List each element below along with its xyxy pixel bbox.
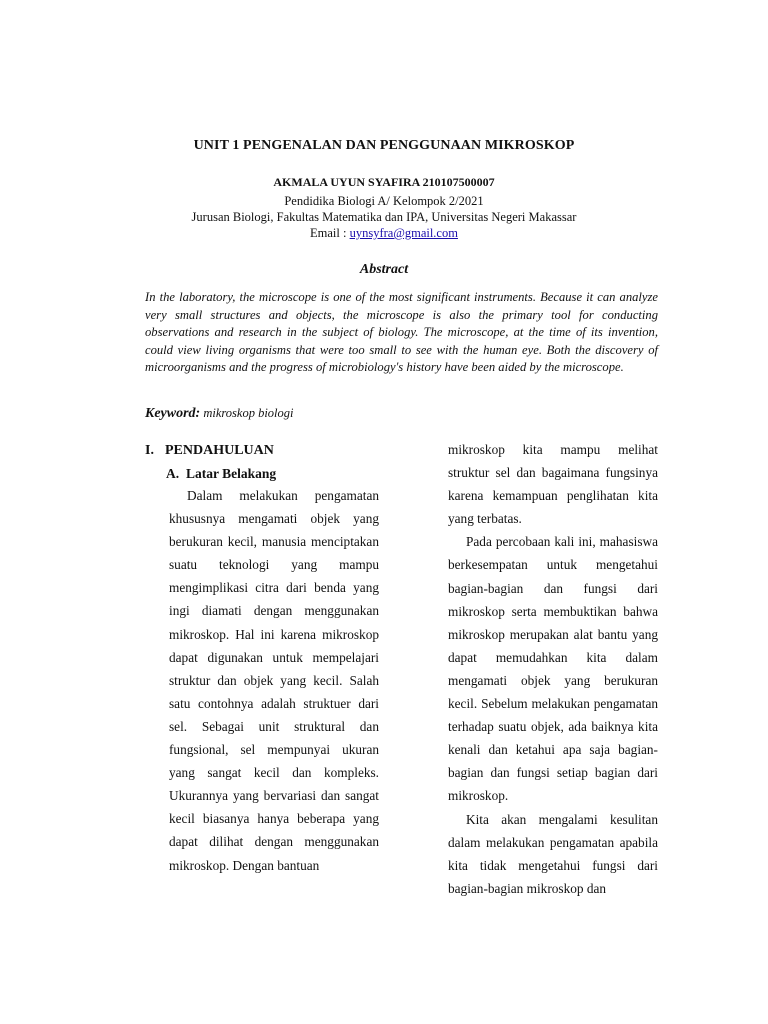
keywords-line [145, 406, 294, 422]
section-title: PENDAHULUAN [165, 443, 274, 458]
email-link[interactable]: uynsyfra@gmail.com [349, 226, 458, 240]
section-number: I. [145, 443, 154, 458]
section-heading [145, 443, 274, 459]
subsection-number: A. [166, 466, 180, 481]
paragraph-right-1: mikroskop kita mampu melihat struktur sel dan bagaimana fungsinya karena kemampuan penglihatan kita yang terbatas. [448, 442, 658, 527]
abstract-heading: Abstract [359, 262, 409, 277]
body-column-right [448, 438, 658, 900]
keywords-value: mikroskop biologi [200, 406, 294, 420]
keywords-label: Keyword: [145, 406, 201, 421]
affiliation-program: Pendidika Biologi A/ Kelompok 2/2021 [284, 194, 484, 208]
abstract-text: In the laboratory, the microscope is one of the most significant instruments. Because it can analyze very small structures and objects, the microscope is also the primary tool for conducting observations and research in the subject of biology. The microscope, at the time of its invention, could view living organisms that were too small to see with the human eye. Both the discovery of microorganisms and the progress of microbiology's history have been aided by the microscope. [145, 290, 658, 375]
subsection-title: Latar Belakang [186, 466, 277, 481]
body-column-left [169, 484, 379, 877]
author-name: AKMALA UYUN SYAFIRA 210107500007 [273, 175, 495, 189]
email-line [0, 225, 768, 241]
affiliation-department: Jurusan Biologi, Fakultas Matematika dan IPA, Universitas Negeri Makassar [191, 210, 577, 224]
paragraph-right-2: Pada percobaan kali ini, mahasiswa berkesempatan untuk mengetahui bagian-bagian dan fungsi dari mikroskop serta membuktikan bahwa mikroskop merupakan alat bantu yang dapat memudahkan kita dalam mengamati objek yang berukuran kecil. Sebelum melakukan pengamatan terhadap suatu objek, ada baiknya kita kenali dan ketahui apa saja bagian-bagian dan fungsi setiap bagian dari mikroskop. [448, 534, 658, 804]
paragraph-left-1: Dalam melakukan pengamatan khususnya mengamati objek yang berukuran kecil, manusia menciptakan suatu teknologi yang mampu mengimplikasi citra dari benda yang ingi diamati dengan menggunakan mikroskop. Hal ini karena mikroskop dapat digunakan untuk mempelajari struktur dan objek yang kecil. Salah satu contohnya adalah struktuer dari sel. Sebagai unit struktural dan fungsional, sel mempunyai ukuran yang sangat kecil dan kompleks. Ukurannya yang bervariasi dan sangat kecil biasanya hanya beberapa yang dapat dilihat dengan menggunakan mikroskop. Dengan bantuan [169, 488, 379, 873]
paragraph-right-3: Kita akan mengalami kesulitan dalam melakukan pengamatan apabila kita tidak mengetahui fungsi dari bagian-bagian mikroskop dan [448, 811, 658, 896]
subsection-heading [166, 466, 276, 482]
email-label: Email : [310, 226, 350, 240]
paper-title: UNIT 1 PENGENALAN DAN PENGGUNAAN MIKROSKOP [193, 138, 575, 153]
